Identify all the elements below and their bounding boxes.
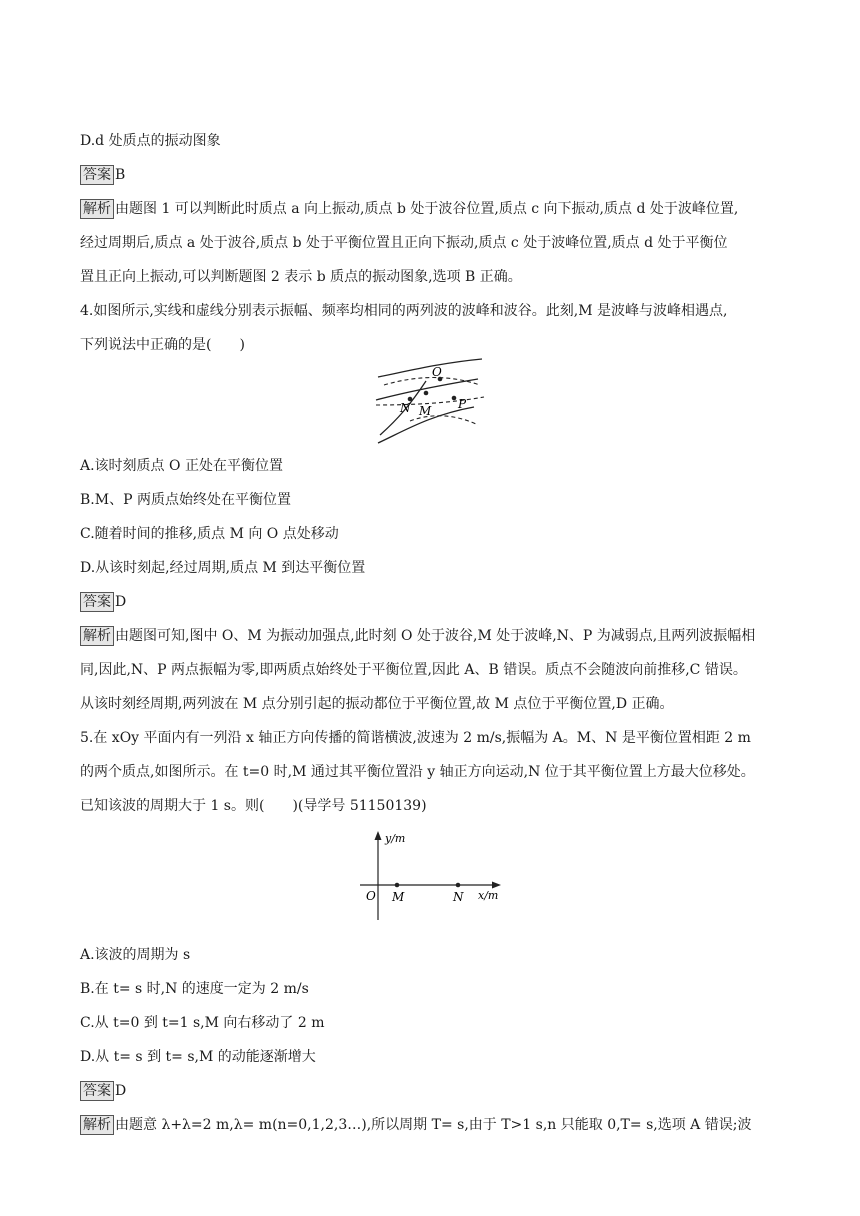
- analysis-text: 由题图 1 可以判断此时质点 a 向上振动,质点 b 处于波谷位置,质点 c 向下振动,质点 d 处于波峰位置,: [115, 201, 739, 217]
- answer-value: D: [115, 594, 127, 610]
- point-n-dot: [456, 883, 461, 888]
- label-m: M: [419, 404, 432, 418]
- q5-option-a: A.该波的周期为 s: [80, 947, 191, 963]
- label-p: P: [458, 397, 467, 411]
- point-p-dot: [452, 396, 457, 401]
- q5-stem-line-3: 已知该波的周期大于 1 s。则( )(导学号 51150139): [80, 798, 427, 814]
- label-m: M: [392, 890, 405, 904]
- analysis-label: 解析: [80, 1115, 114, 1135]
- q4-analysis-line-1: [80, 626, 755, 646]
- point-m-dot: [424, 391, 429, 396]
- q4-option-a: A.该时刻质点 O 正处在平衡位置: [80, 458, 283, 474]
- x-axis-label: x/m: [478, 889, 499, 902]
- answer-label: 答案: [80, 592, 114, 612]
- q4-wave-figure: [370, 355, 490, 447]
- analysis-text: 由题图可知,图中 O、M 为振动加强点,此时刻 O 处于波谷,M 处于波峰,N、P 为减弱点,且两列波振幅相: [115, 628, 756, 644]
- q3-option-d: D.d 处质点的振动图象: [80, 133, 221, 149]
- q4-option-d: D.从该时刻起,经过周期,质点 M 到达平衡位置: [80, 560, 366, 576]
- wave-crest-line-1: [378, 359, 482, 377]
- answer-value: D: [115, 1083, 127, 1099]
- analysis-text: 由题意 λ+λ=2 m,λ= m(n=0,1,2,3…),所以周期 T= s,由于 T>1 s,n 只能取 0,T= s,选项 A 错误;波: [115, 1117, 752, 1133]
- analysis-label: 解析: [80, 626, 114, 646]
- q5-analysis-line-1: [80, 1115, 751, 1135]
- y-axis-label: y/m: [385, 832, 406, 845]
- analysis-label: 解析: [80, 199, 114, 219]
- q4-stem-line-2: 下列说法中正确的是( ): [80, 337, 245, 353]
- point-m-dot: [395, 883, 400, 888]
- answer-label: 答案: [80, 165, 114, 185]
- answer-value: B: [115, 167, 126, 183]
- label-n: N: [453, 890, 464, 904]
- q4-analysis-line-2: 同,因此,N、P 两点振幅为零,即两质点始终处于平衡位置,因此 A、B 错误。质点不会随波向前推移,C 错误。: [80, 662, 747, 678]
- origin-label: O: [366, 889, 376, 903]
- q5-option-c: C.从 t=0 到 t=1 s,M 向右移动了 2 m: [80, 1015, 325, 1031]
- label-o: O: [432, 365, 442, 379]
- x-axis-arrow: [492, 882, 501, 889]
- q3-analysis-line-1: [80, 199, 738, 219]
- q4-analysis-line-3: 从该时刻经周期,两列波在 M 点分别引起的振动都位于平衡位置,故 M 点位于平衡位置,D 正确。: [80, 696, 674, 712]
- y-axis-arrow: [375, 831, 382, 840]
- q3-analysis-line-2: 经过周期后,质点 a 处于波谷,质点 b 处于平衡位置且正向下振动,质点 c 处于波峰位置,质点 d 处于平衡位: [80, 235, 728, 251]
- q3-analysis-line-3: 置且正向上振动,可以判断题图 2 表示 b 质点的振动图象,选项 B 正确。: [80, 269, 522, 285]
- q4-option-b: B.M、P 两质点始终处在平衡位置: [80, 492, 291, 508]
- q5-option-d: D.从 t= s 到 t= s,M 的动能逐渐增大: [80, 1049, 316, 1065]
- q4-option-c: C.随着时间的推移,质点 M 向 O 点处移动: [80, 526, 339, 542]
- q4-answer-row: [80, 592, 126, 612]
- q5-stem-line-2: 的两个质点,如图所示。在 t=0 时,M 通过其平衡位置沿 y 轴正方向运动,N 位于其平衡位置上方最大位移处。: [80, 764, 755, 780]
- q3-answer-row: [80, 165, 125, 185]
- answer-label: 答案: [80, 1081, 114, 1101]
- label-n: N: [400, 401, 411, 415]
- q4-stem-line-1: 4.如图所示,实线和虚线分别表示振幅、频率均相同的两列波的波峰和波谷。此刻,M 是波峰与波峰相遇点,: [80, 303, 728, 319]
- q5-axes-figure: [355, 828, 505, 923]
- q5-stem-line-1: 5.在 xOy 平面内有一列沿 x 轴正方向传播的简谐横波,波速为 2 m/s,振幅为 A。M、N 是平衡位置相距 2 m: [80, 730, 751, 746]
- q5-option-b: B.在 t= s 时,N 的速度一定为 2 m/s: [80, 981, 309, 997]
- q5-answer-row: [80, 1081, 126, 1101]
